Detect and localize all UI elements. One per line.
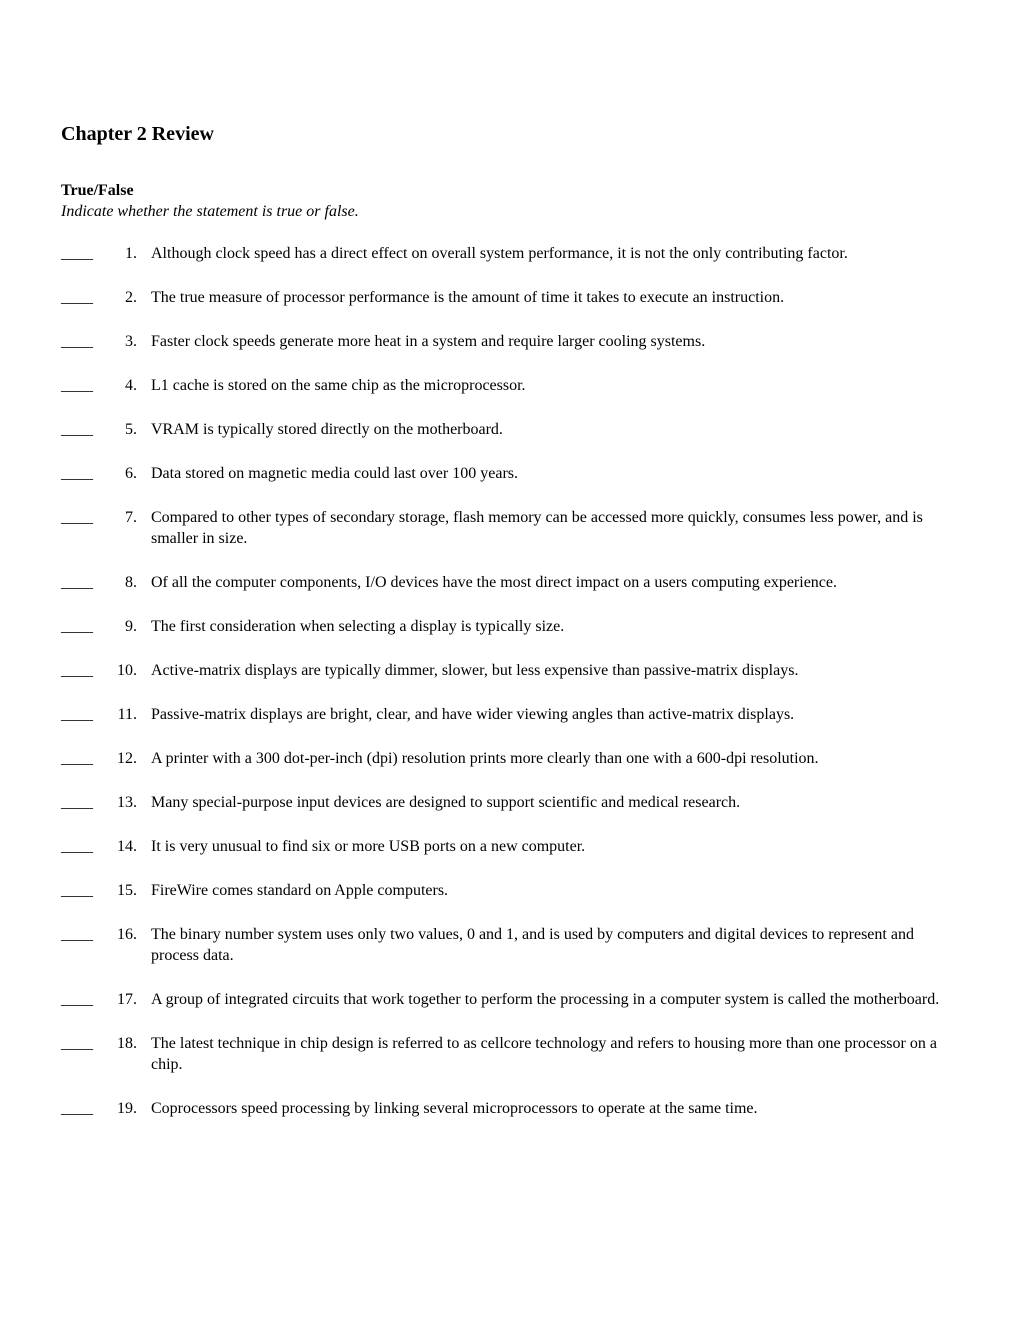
list-item bbox=[61, 836, 961, 857]
list-item bbox=[61, 331, 961, 352]
question-number: 15. bbox=[117, 882, 137, 899]
question-text: Active-matrix displays are typically dimmer, slower, but less expensive than passive-matrix displays. bbox=[151, 662, 799, 679]
question-text: Many special-purpose input devices are designed to support scientific and medical research. bbox=[151, 794, 741, 811]
question-text: It is very unusual to find six or more USB ports on a new computer. bbox=[151, 838, 586, 855]
list-item bbox=[61, 616, 961, 637]
answer-blank: ____ bbox=[61, 421, 93, 438]
section-heading: True/False bbox=[61, 182, 134, 199]
question-number: 4. bbox=[125, 377, 137, 394]
answer-blank: ____ bbox=[61, 1100, 93, 1117]
list-item bbox=[61, 880, 961, 901]
question-text: The first consideration when selecting a display is typically size. bbox=[151, 618, 565, 635]
question-number: 19. bbox=[117, 1100, 137, 1117]
question-list bbox=[61, 243, 961, 1142]
answer-blank: ____ bbox=[61, 662, 93, 679]
list-item bbox=[61, 792, 961, 813]
answer-blank: ____ bbox=[61, 926, 93, 943]
answer-blank: ____ bbox=[61, 289, 93, 306]
question-text: Passive-matrix displays are bright, clear, and have wider viewing angles than active-matrix displays. bbox=[151, 706, 795, 723]
answer-blank: ____ bbox=[61, 245, 93, 262]
list-item bbox=[61, 1098, 961, 1119]
question-number: 12. bbox=[117, 750, 137, 767]
list-item bbox=[61, 660, 961, 681]
question-text: Compared to other types of secondary storage, flash memory can be accessed more quickly, consumes less power, and is smaller in size. bbox=[151, 509, 923, 547]
question-text: Data stored on magnetic media could last over 100 years. bbox=[151, 465, 518, 482]
question-text: The binary number system uses only two values, 0 and 1, and is used by computers and digital devices to represent and process data. bbox=[151, 926, 914, 964]
question-text: L1 cache is stored on the same chip as the microprocessor. bbox=[151, 377, 526, 394]
question-number: 13. bbox=[117, 794, 137, 811]
answer-blank: ____ bbox=[61, 1035, 93, 1052]
question-number: 7. bbox=[125, 509, 137, 526]
answer-blank: ____ bbox=[61, 750, 93, 767]
answer-blank: ____ bbox=[61, 377, 93, 394]
answer-blank: ____ bbox=[61, 882, 93, 899]
list-item bbox=[61, 463, 961, 484]
list-item bbox=[61, 1033, 961, 1075]
question-number: 8. bbox=[125, 574, 137, 591]
answer-blank: ____ bbox=[61, 706, 93, 723]
question-number: 5. bbox=[125, 421, 137, 438]
answer-blank: ____ bbox=[61, 618, 93, 635]
list-item bbox=[61, 243, 961, 264]
list-item bbox=[61, 507, 961, 549]
question-text: A group of integrated circuits that work together to perform the processing in a computer system is called the motherboard. bbox=[151, 991, 940, 1008]
question-text: A printer with a 300 dot-per-inch (dpi) resolution prints more clearly than one with a 600-dpi resolution. bbox=[151, 750, 819, 767]
answer-blank: ____ bbox=[61, 574, 93, 591]
list-item bbox=[61, 748, 961, 769]
list-item bbox=[61, 924, 961, 966]
answer-blank: ____ bbox=[61, 838, 93, 855]
question-text: Although clock speed has a direct effect on overall system performance, it is not the only contributing factor. bbox=[151, 245, 848, 262]
list-item bbox=[61, 419, 961, 440]
list-item bbox=[61, 287, 961, 308]
question-number: 2. bbox=[125, 289, 137, 306]
answer-blank: ____ bbox=[61, 465, 93, 482]
answer-blank: ____ bbox=[61, 794, 93, 811]
question-text: Of all the computer components, I/O devices have the most direct impact on a users computing experience. bbox=[151, 574, 837, 591]
question-text: Coprocessors speed processing by linking several microprocessors to operate at the same time. bbox=[151, 1100, 758, 1117]
question-number: 18. bbox=[117, 1035, 137, 1052]
page-title: Chapter 2 Review bbox=[61, 123, 214, 145]
section-instructions: Indicate whether the statement is true or false. bbox=[61, 203, 359, 220]
question-number: 16. bbox=[117, 926, 137, 943]
question-number: 17. bbox=[117, 991, 137, 1008]
question-number: 1. bbox=[125, 245, 137, 262]
list-item bbox=[61, 375, 961, 396]
question-text: VRAM is typically stored directly on the motherboard. bbox=[151, 421, 503, 438]
answer-blank: ____ bbox=[61, 333, 93, 350]
question-number: 11. bbox=[117, 706, 137, 723]
question-number: 3. bbox=[125, 333, 137, 350]
list-item bbox=[61, 704, 961, 725]
answer-blank: ____ bbox=[61, 991, 93, 1008]
list-item bbox=[61, 572, 961, 593]
question-number: 10. bbox=[117, 662, 137, 679]
question-number: 14. bbox=[117, 838, 137, 855]
question-text: FireWire comes standard on Apple computers. bbox=[151, 882, 449, 899]
question-number: 9. bbox=[125, 618, 137, 635]
question-text: The latest technique in chip design is referred to as cellcore technology and refers to housing more than one processor on a chip. bbox=[151, 1035, 937, 1073]
question-text: The true measure of processor performance is the amount of time it takes to execute an instruction. bbox=[151, 289, 785, 306]
answer-blank: ____ bbox=[61, 509, 93, 526]
question-number: 6. bbox=[125, 465, 137, 482]
question-text: Faster clock speeds generate more heat in a system and require larger cooling systems. bbox=[151, 333, 706, 350]
list-item bbox=[61, 989, 961, 1010]
